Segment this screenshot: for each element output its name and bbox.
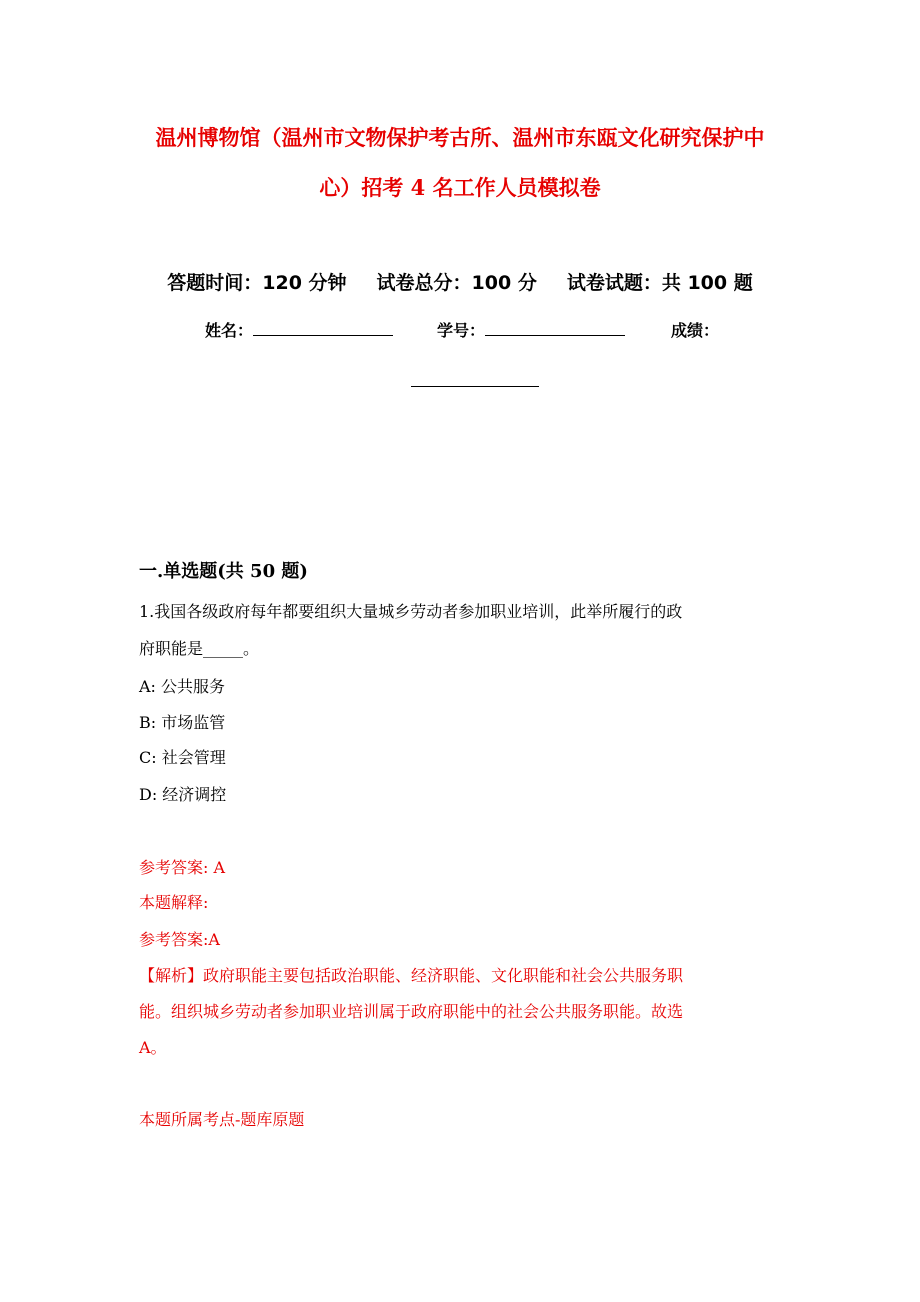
exam-meta-row <box>0 268 920 295</box>
reference-answer-repeat: 参考答案:A <box>139 930 220 949</box>
option-d: D: 经济调控 <box>139 785 227 804</box>
document-title-line-1: 温州博物馆（温州市文物保护考古所、温州市东瓯文化研究保护中 <box>155 125 765 150</box>
name-label: 姓名： <box>205 321 254 340</box>
reference-answer: 参考答案: A <box>139 858 226 877</box>
name-blank[interactable] <box>253 319 393 336</box>
analysis-text-line-3: A。 <box>139 1038 167 1057</box>
question-source: 本题所属考点-题库原题 <box>139 1110 305 1129</box>
student-id-label: 学号： <box>437 321 486 340</box>
question-text-line-2: 府职能是_____。 <box>139 639 260 658</box>
question-text-line-1: 1.我国各级政府每年都要组织大量城乡劳动者参加职业培训，此举所履行的政 <box>139 602 683 621</box>
exam-total-score: 试卷总分：100 分 <box>376 272 537 294</box>
document-title-line-2: 心）招考 4 名工作人员模拟卷 <box>319 175 601 200</box>
option-b: B: 市场监管 <box>139 713 226 732</box>
explanation-label: 本题解释: <box>139 893 209 912</box>
analysis-text-line-2: 能。组织城乡劳动者参加职业培训属于政府职能中的社会公共服务职能。故选 <box>139 1002 684 1021</box>
score-blank[interactable] <box>411 386 539 387</box>
exam-time: 答题时间：120 分钟 <box>167 272 347 294</box>
option-a: A: 公共服务 <box>139 677 226 696</box>
exam-question-count: 试卷试题：共 100 题 <box>566 272 753 294</box>
student-id-blank[interactable] <box>485 319 625 336</box>
student-info-row <box>205 318 719 341</box>
section-heading: 一.单选题(共 50 题) <box>139 561 308 582</box>
option-c: C: 社会管理 <box>139 748 226 767</box>
analysis-text-line-1: 【解析】政府职能主要包括政治职能、经济职能、文化职能和社会公共服务职 <box>139 966 684 985</box>
score-label: 成绩： <box>671 321 720 340</box>
